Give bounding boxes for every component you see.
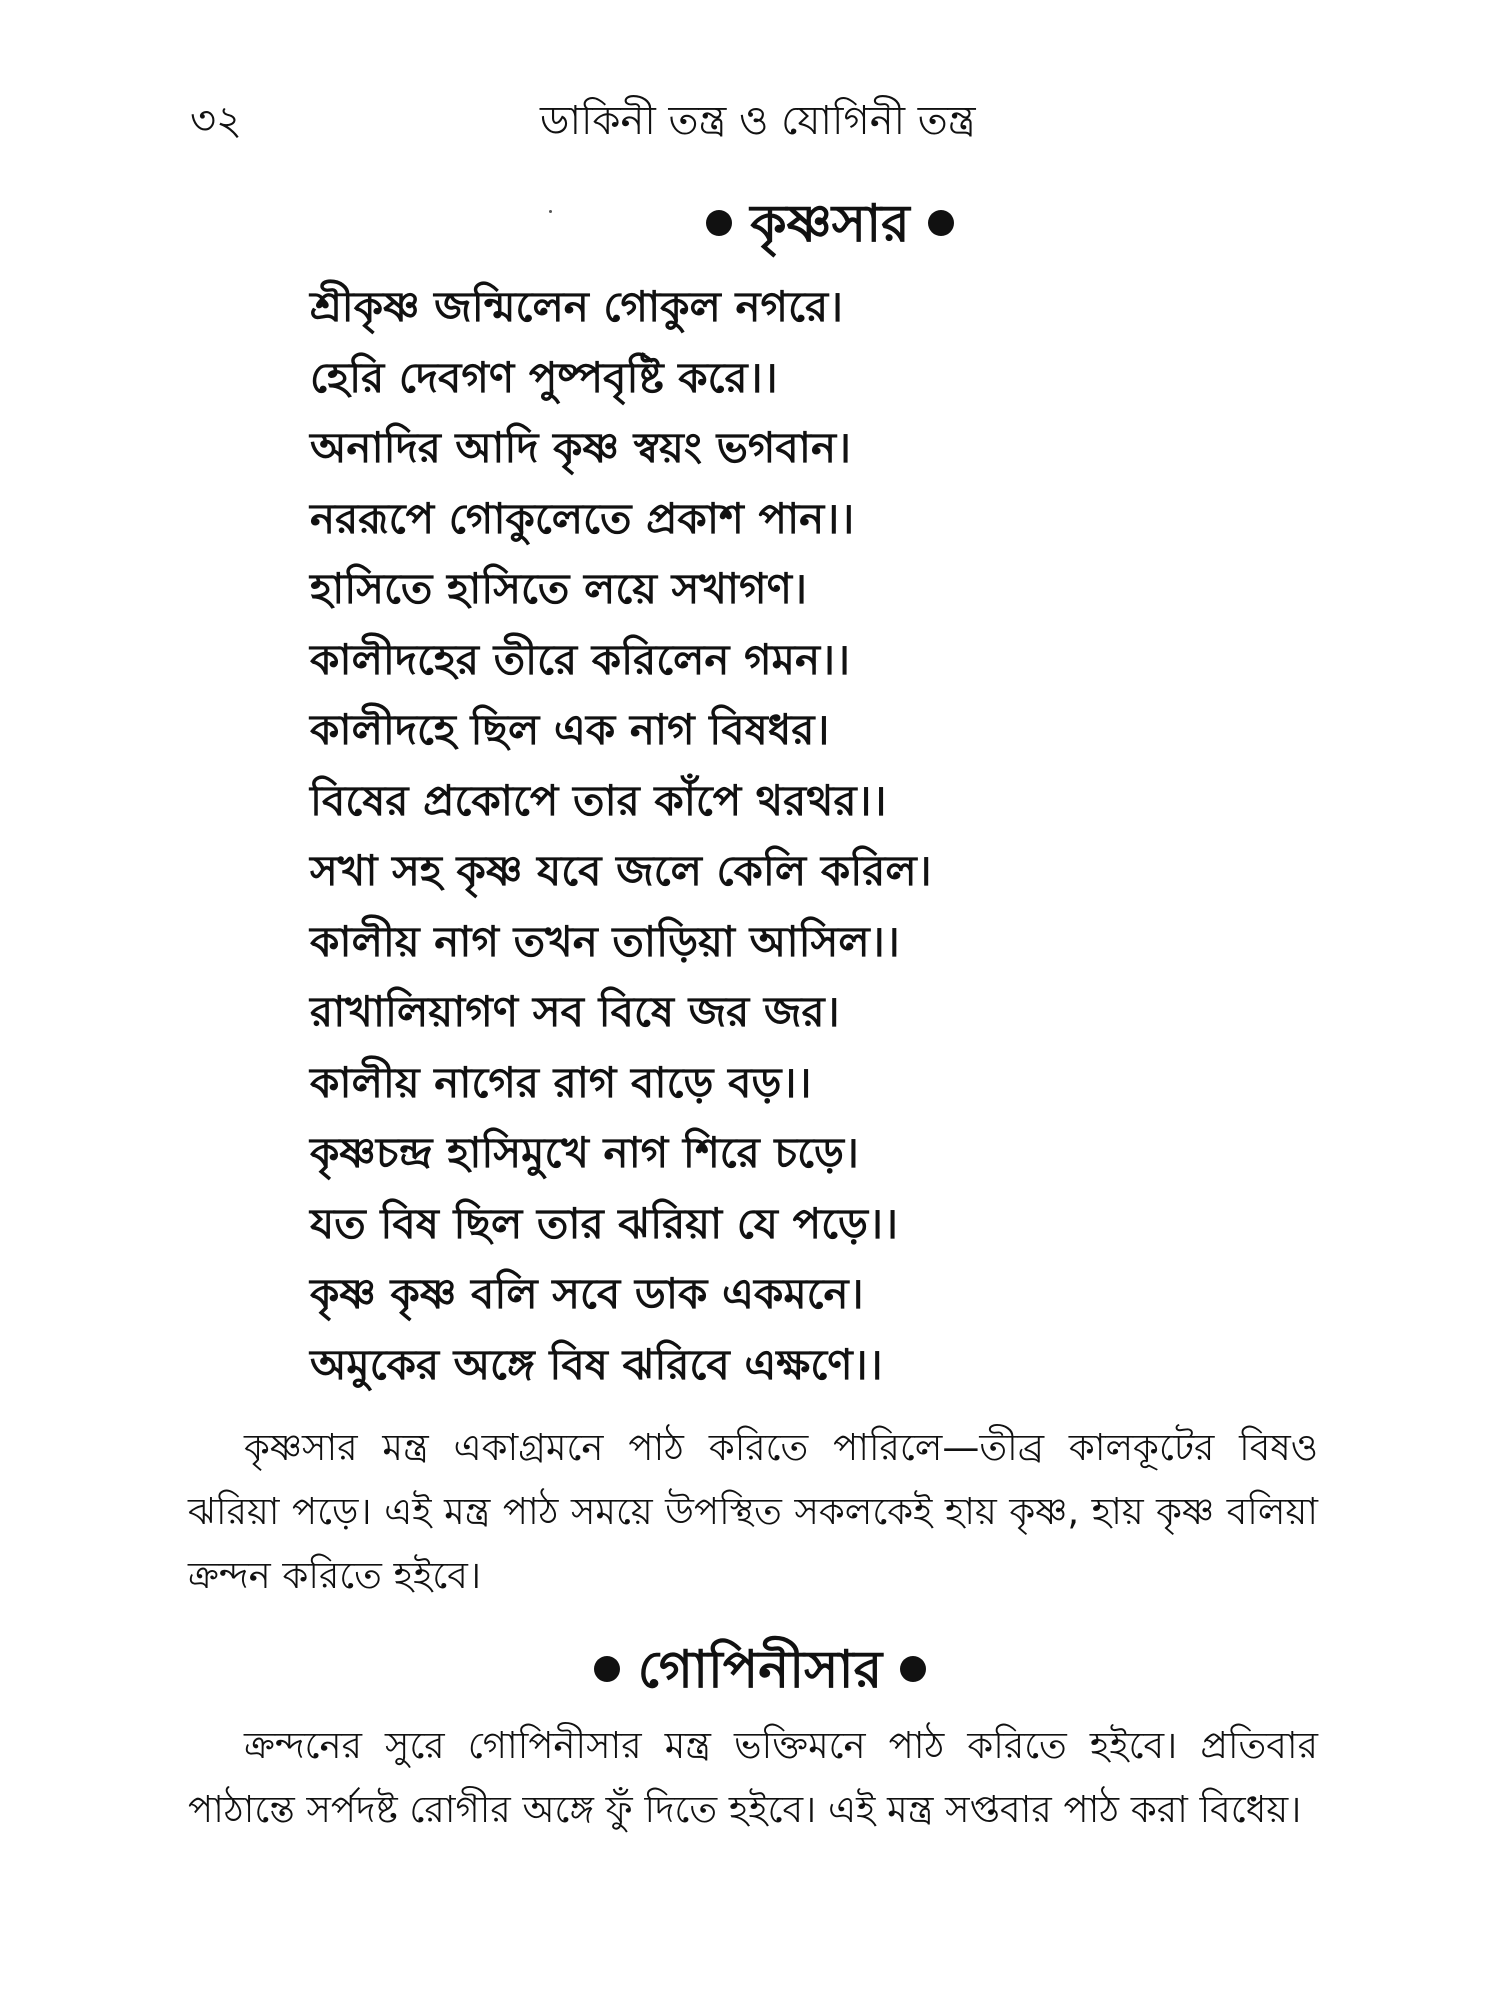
- gopinisar-instructions-paragraph: ক্রন্দনের সুরে গোপিনীসার মন্ত্র ভক্তিমনে পাঠ করিতে হইবে। প্রতিবার পাঠান্তে সর্পদষ্ট রোগীর অঙ্গে ফুঁ দিতে হইবে। এই মন্ত্র সপ্তবার পাঠ করা বিধেয়।: [188, 1724, 1318, 1831]
- verse-line: সখা সহ কৃষ্ণ যবে জলে কেলি করিল।: [310, 846, 932, 895]
- page-number: ৩২: [190, 98, 243, 144]
- mantra-verse: [310, 272, 1310, 1400]
- verse-line: হাসিতে হাসিতে লয়ে সখাগণ।: [310, 564, 808, 613]
- section-heading-gopinisar: [0, 1638, 1500, 1702]
- verse-line: কালীয় নাগের রাগ বাড়ে বড়।।: [310, 1057, 812, 1107]
- section-heading-text: গোপিনীসার: [637, 1640, 883, 1700]
- running-head-title: ডাকিনী তন্ত্র ও যোগিনী তন্ত্র: [540, 98, 976, 144]
- verse-line: কৃষ্ণচন্দ্র হাসিমুখে নাগ শিরে চড়ে।: [310, 1128, 859, 1177]
- verse-line: যত বিষ ছিল তার ঝরিয়া যে পড়ে।।: [310, 1198, 899, 1248]
- verse-line: অমুকের অঙ্গে বিষ ঝরিবে এক্ষণে।।: [310, 1339, 883, 1389]
- krishnasar-instructions-paragraph: কৃষ্ণসার মন্ত্র একাগ্রমনে পাঠ করিতে পারিলে—তীব্র কালকূটের বিষও ঝরিয়া পড়ে। এই মন্ত্র পাঠ সময়ে উপস্থিত সকলকেই হায় কৃষ্ণ, হায় কৃষ্ণ বলিয়া ক্রন্দন করিতে হইবে।: [188, 1426, 1318, 1597]
- verse-line: নররূপে গোকুলেতে প্রকাশ পান।।: [310, 493, 855, 543]
- verse-line: রাখালিয়াগণ সব বিষে জর জর।: [310, 987, 840, 1036]
- bullet-icon: [928, 210, 954, 236]
- verse-line: কালীদহে ছিল এক নাগ বিষধর।: [310, 705, 830, 754]
- section-heading-krishnasar: [0, 192, 1500, 256]
- verse-line: অনাদির আদি কৃষ্ণ স্বয়ং ভগবান।: [310, 423, 852, 472]
- verse-line: হেরি দেবগণ পুষ্পবৃষ্টি করে।।: [310, 352, 778, 402]
- verse-line: কালীদহের তীরে করিলেন গমন।।: [310, 634, 851, 684]
- verse-line: কালীয় নাগ তখন তাড়িয়া আসিল।।: [310, 916, 900, 966]
- bullet-icon: [594, 1656, 620, 1682]
- verse-line: বিষের প্রকোপে তার কাঁপে থরথর।।: [310, 775, 887, 825]
- bullet-icon: [900, 1656, 926, 1682]
- bullet-icon: [706, 210, 732, 236]
- verse-line: শ্রীকৃষ্ণ জন্মিলেন গোকুল নগরে।: [310, 282, 844, 331]
- verse-line: কৃষ্ণ কৃষ্ণ বলি সবে ডাক একমনে।: [310, 1269, 864, 1318]
- section-heading-text: কৃষ্ণসার: [750, 194, 910, 254]
